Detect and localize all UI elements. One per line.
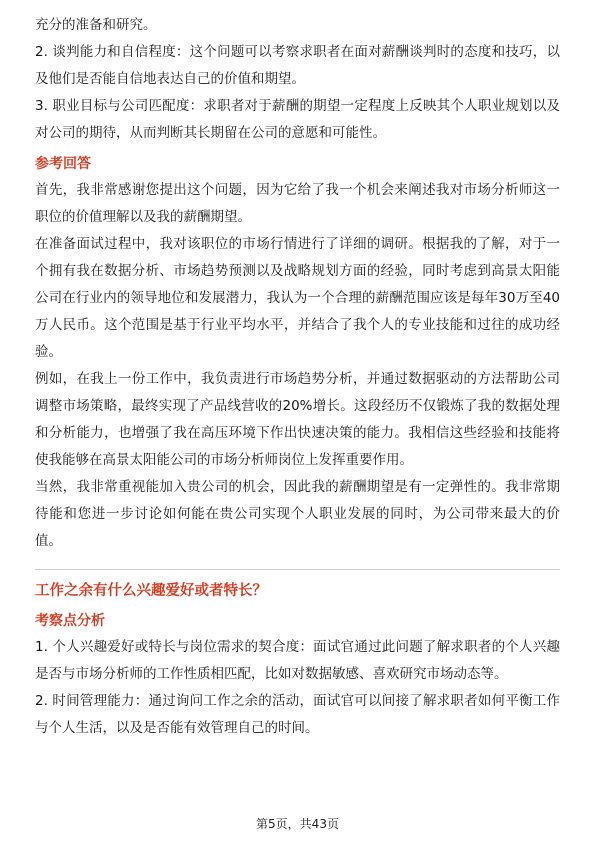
continuation-text: 充分的准备和研究。 — [35, 17, 157, 33]
answer-paragraph: 在准备面试过程中，我对该职位的市场行情进行了详细的调研。根据我的了解，对于一个拥有我在数据分析、市场趋势预测以及战略规划方面的经验，同时考虑到高景太阳能公司在行业内的领导地位和发展潜力，我认为一个合理的薪酬范围应该是每年30万至40万人民币。这个范围是基于行业平均水平，并结合了我个人的专业技能和过往的成功经验。 — [35, 236, 560, 360]
reference-answer-label: 参考回答 — [35, 156, 91, 172]
page-number: 第5页，共43页 — [256, 817, 339, 831]
question-analysis-point-2: 2. 时间管理能力：通过询问工作之余的活动，面试官可以间接了解求职者如何平衡工作与个人生活，以及是否能有效管理自己的时间。 — [35, 693, 560, 736]
document-page — [35, 12, 560, 742]
analysis-point-2: 2. 谈判能力和自信程度：这个问题可以考察求职者在面对薪酬谈判时的态度和技巧，以及他们是否能自信地表达自己的价值和期望。 — [35, 44, 560, 87]
question-title: 工作之余有什么兴趣爱好或者特长？ — [35, 583, 267, 599]
answer-paragraph: 当然，我非常重视能加入贵公司的机会，因此我的薪酬期望是有一定弹性的。我非常期待能和您进一步讨论如何能在贵公司实现个人职业发展的同时，为公司带来最大的价值。 — [35, 479, 560, 549]
analysis-label: 考察点分析 — [35, 613, 105, 629]
analysis-point-3: 3. 职业目标与公司匹配度：求职者对于薪酬的期望一定程度上反映其个人职业规划以及对公司的期待，从而判断其长期留在公司的意愿和可能性。 — [35, 98, 560, 141]
section-divider — [35, 569, 560, 570]
question-analysis-point-1: 1. 个人兴趣爱好或特长与岗位需求的契合度：面试官通过此问题了解求职者的个人兴趣是否与市场分析师的工作性质相匹配，比如对数据敏感、喜欢研究市场动态等。 — [35, 639, 560, 682]
answer-paragraph: 例如，在我上一份工作中，我负责进行市场趋势分析，并通过数据驱动的方法帮助公司调整市场策略，最终实现了产品线营收的20%增长。这段经历不仅锻炼了我的数据处理和分析能力，也增强了我在高压环境下作出快速决策的能力。我相信这些经验和技能将使我能够在高景太阳能公司的市场分析师岗位上发挥重要作用。 — [35, 371, 560, 468]
answer-paragraph: 首先，我非常感谢您提出这个问题，因为它给了我一个机会来阐述我对市场分析师这一职位的价值理解以及我的薪酬期望。 — [35, 182, 560, 225]
